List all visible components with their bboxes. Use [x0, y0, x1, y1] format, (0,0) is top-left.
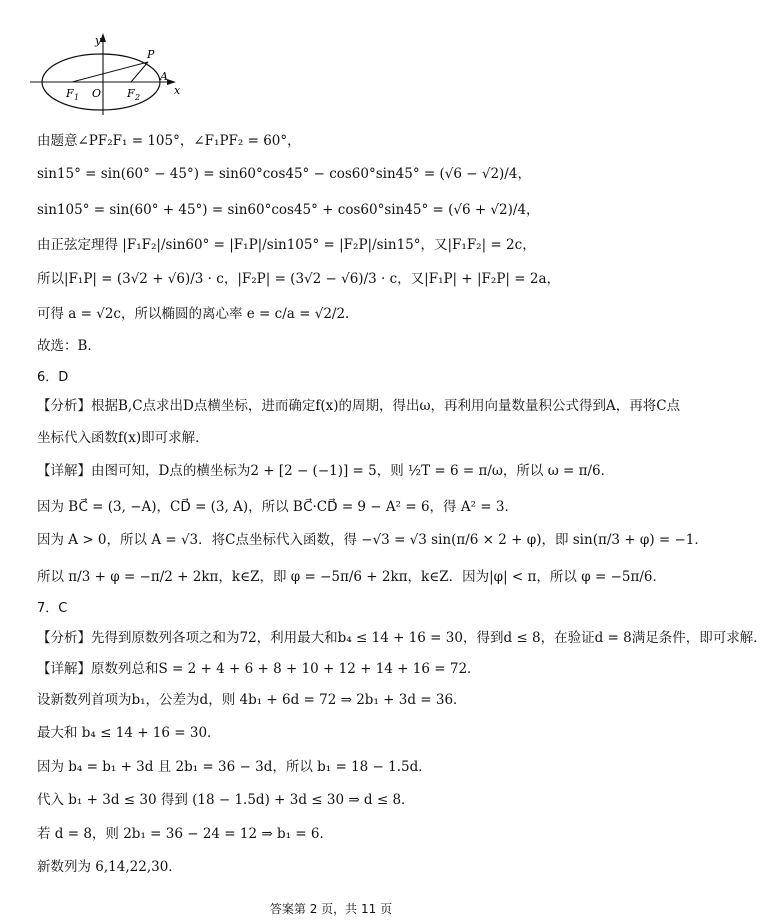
line-sin105: sin105° = sin(60° + 45°) = sin60°cos45° + cos60°sin45° = (√6 + √2)/4，: [37, 202, 540, 218]
point-a-label: A: [160, 70, 168, 83]
origin-label: O: [92, 87, 102, 100]
q7-detail-check: 若 d = 8，则 2b₁ = 36 − 24 = 12 ⇒ b₁ = 6．: [37, 826, 333, 842]
ellipse-figure: [0, 0, 662, 130]
q6-detail-vectors: 因为 BC⃗ = (3, −A)，CD⃗ = (3, A)，所以 BC⃗·CD⃗ = 9 − A² = 6，得 A² = 3．: [37, 499, 518, 515]
focus-f2-label: F: [127, 87, 135, 100]
q6-analysis-line-1: 【分析】根据B,C点求出D点横坐标，进而确定f(x)的周期，得出ω，再利用向量数量积公式得到A，再将C点: [37, 398, 681, 414]
line-angle-given: 由题意∠PF₂F₁ = 105°，∠F₁PF₂ = 60°，: [37, 133, 301, 149]
question-6-heading: 6．D: [37, 370, 69, 385]
q7-detail-sum: 【详解】原数列总和S = 2 + 4 + 6 + 8 + 10 + 12 + 14 + 16 = 72．: [37, 661, 481, 677]
line-eccentricity: 可得 a = √2c，所以椭圆的离心率 e = c/a = √2/2．: [37, 306, 359, 322]
q7-detail-max-sum: 最大和 b₄ ≤ 14 + 16 = 30．: [37, 725, 221, 741]
question-7-heading: 7．C: [37, 601, 68, 616]
q6-detail-substitute: 因为 A > 0，所以 A = √3．将C点坐标代入函数，得 −√3 = √3 sin(π/6 × 2 + φ)，即 sin(π/3 + φ) = −1．: [37, 532, 708, 548]
line-side-lengths: 所以|F₁P| = (3√2 + √6)/3 · c，|F₂P| = (3√2 − √6)/3 · c，又|F₁P| + |F₂P| = 2a，: [37, 271, 560, 287]
focus-f2-subscript: 2: [135, 93, 141, 102]
q6-detail-phi: 所以 π/3 + φ = −π/2 + 2kπ，k∈Z，即 φ = −5π/6 + 2kπ，k∈Z．因为|φ| < π，所以 φ = −5π/6．: [37, 569, 666, 585]
line-answer-b: 故选：B．: [37, 338, 101, 354]
q7-analysis: 【分析】先得到原数列各项之和为72，利用最大和b₄ ≤ 14 + 16 = 30，得到d ≤ 8，在验证d = 8满足条件，即可求解．: [37, 630, 767, 646]
focus-f1-label: F: [66, 87, 74, 100]
page-footer: 答案第 2 页，共 11 页: [269, 902, 393, 916]
q6-detail-period: 【详解】由图可知，D点的横坐标为2 + [2 − (−1)] = 5，则 ½T = 6 = π/ω，所以 ω = π/6．: [37, 463, 615, 479]
point-p-label: P: [147, 48, 155, 61]
line-law-of-sines: 由正弦定理得 |F₁F₂|/sin60° = |F₁P|/sin105° = |F₂P|/sin15°，又|F₁F₂| = 2c，: [37, 237, 536, 253]
y-axis-label: y: [95, 34, 102, 47]
x-axis-label: x: [174, 84, 181, 97]
focus-f1-subscript: 1: [74, 93, 80, 102]
q7-detail-b1: 因为 b₄ = b₁ + 3d 且 2b₁ = 36 − 3d，所以 b₁ = 18 − 1.5d．: [37, 759, 432, 775]
q7-detail-new-sequence: 新数列为 6,14,22,30．: [37, 859, 182, 875]
q7-detail-substitute: 代入 b₁ + 3d ≤ 30 得到 (18 − 1.5d) + 3d ≤ 30 ⇒ d ≤ 8．: [37, 792, 415, 808]
q6-analysis-line-2: 坐标代入函数f(x)即可求解．: [37, 430, 209, 446]
q7-detail-first-term: 设新数列首项为b₁，公差为d，则 4b₁ + 6d = 72 ⇒ 2b₁ + 3d = 36．: [37, 692, 467, 708]
line-sin15: sin15° = sin(60° − 45°) = sin60°cos45° − cos60°sin45° = (√6 − √2)/4，: [37, 166, 531, 182]
